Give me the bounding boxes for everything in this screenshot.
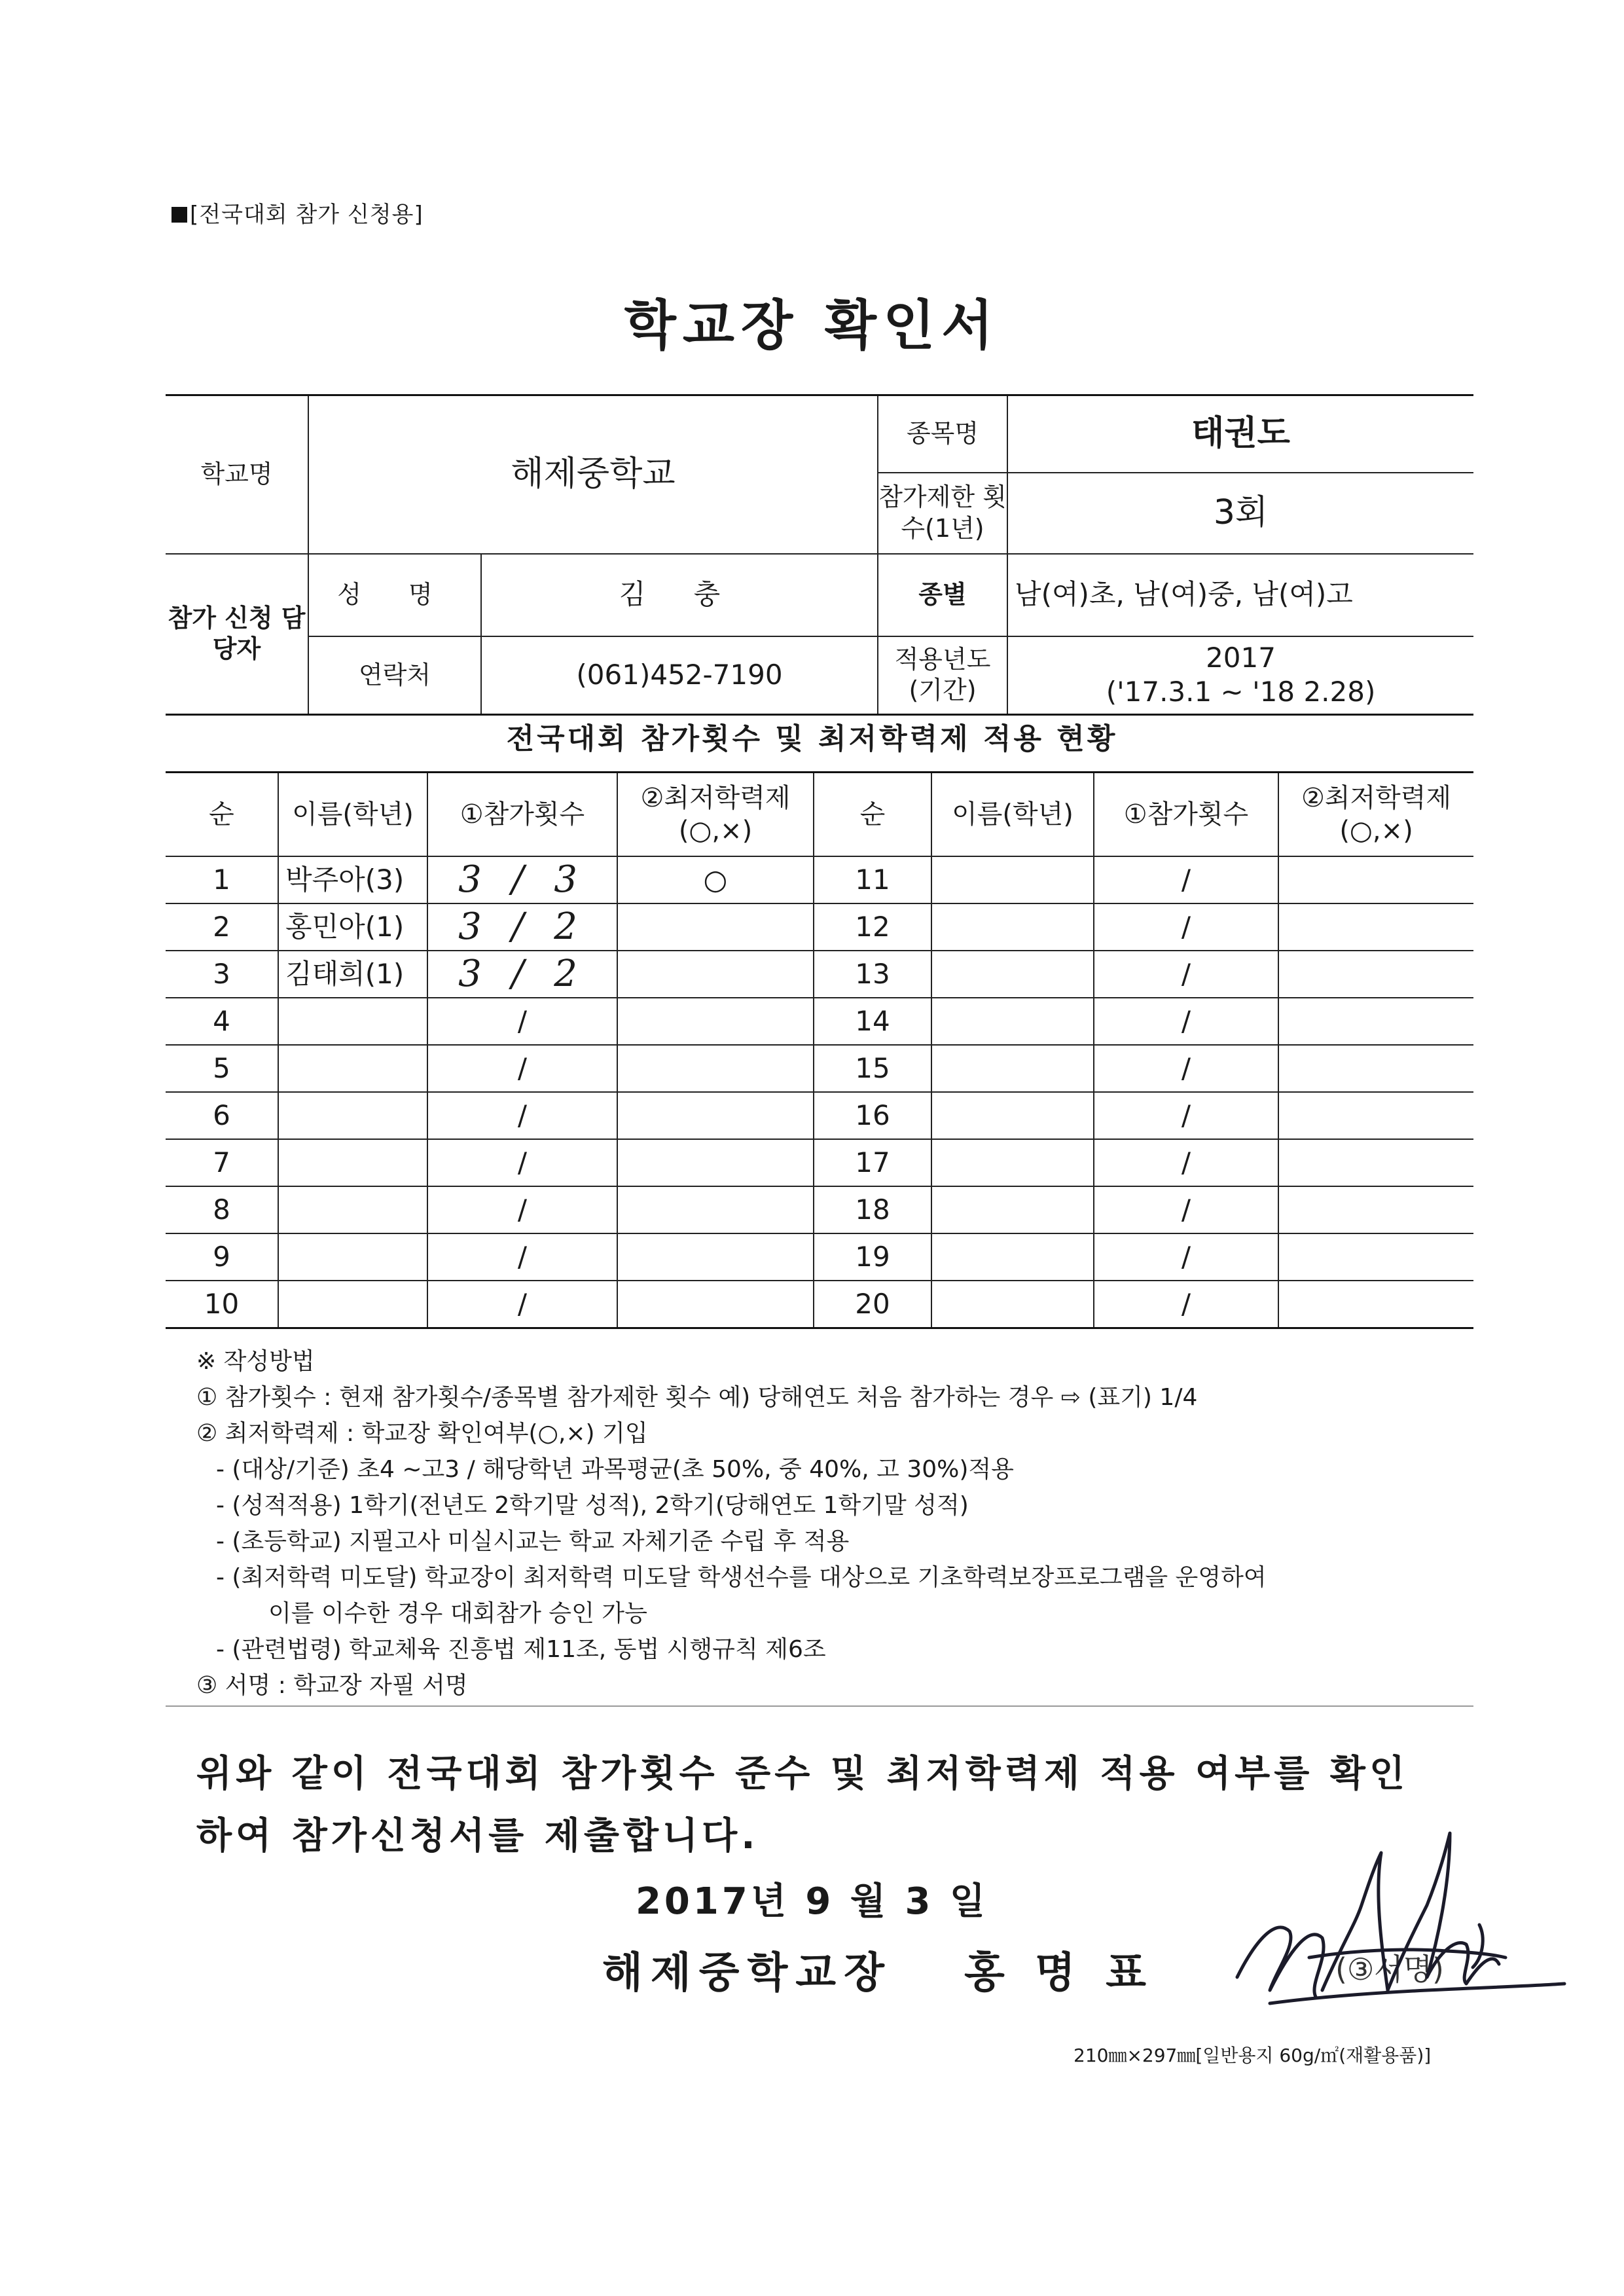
declaration-line-2: 하여 참가신청서를 제출합니다. — [196, 1815, 759, 1857]
applicant-name-label: 성 명 — [308, 554, 481, 636]
student-name — [278, 1281, 427, 1328]
row-number: 7 — [166, 1139, 278, 1186]
handwritten-signature — [1231, 1827, 1571, 2049]
row-number: 4 — [166, 998, 278, 1045]
note-item-1: ① 참가횟수 : 현재 참가횟수/종목별 참가제한 횟수 예) 당해연도 처음 참가하는 경우 ⇨ (표기) 1/4 — [196, 1384, 1198, 1411]
participation-count: / — [1094, 1186, 1278, 1233]
roster-table — [166, 771, 1473, 1329]
row-number: 11 — [814, 856, 931, 903]
note-sub-4b: 이를 이수한 경우 대회참가 승인 가능 — [268, 1600, 647, 1627]
academic-check — [617, 1233, 814, 1281]
table-row — [166, 998, 1473, 1045]
participation-count: 3 / 2 — [427, 951, 617, 998]
event-label: 종목명 — [878, 395, 1007, 473]
participation-count: / — [1094, 998, 1278, 1045]
student-name — [931, 998, 1094, 1045]
student-name — [931, 1281, 1094, 1328]
student-name — [931, 1139, 1094, 1186]
row-number: 20 — [814, 1281, 931, 1328]
academic-check — [617, 1186, 814, 1233]
participation-count: / — [1094, 1139, 1278, 1186]
year-label: 적용년도 (기간) — [878, 636, 1007, 715]
academic-check: ○ — [617, 856, 814, 903]
note-sub-3: - (초등학교) 지필고사 미실시교는 학교 자체기준 수립 후 적용 — [216, 1528, 850, 1555]
header-no: 순 — [814, 773, 931, 857]
signer-name: 홍 명 표 — [964, 1949, 1154, 1997]
academic-check — [1278, 1139, 1473, 1186]
header-academic: ②최저학력제 (○,×) — [617, 773, 814, 857]
roster-header-row — [166, 773, 1473, 857]
academic-check — [1278, 1092, 1473, 1139]
school-name-value: 해제중학교 — [308, 395, 878, 554]
note-sub-2: - (성적적용) 1학기(전년도 2학기말 성적), 2학기(당해연도 1학기말 성적) — [216, 1492, 969, 1519]
academic-check — [617, 998, 814, 1045]
row-number: 9 — [166, 1233, 278, 1281]
contact-value: (061)452-7190 — [481, 636, 878, 715]
divider — [166, 1705, 1473, 1707]
status-title: 전국대회 참가횟수 및 최저학력제 적용 현황 — [506, 722, 1118, 756]
signing-date: 2017년 9 월 3 일 — [635, 1880, 989, 1923]
academic-check — [617, 1045, 814, 1092]
note-sub-4: - (최저학력 미도달) 학교장이 최저학력 미도달 학생선수를 대상으로 기초학력보장프로그램을 운영하여 — [216, 1564, 1267, 1591]
row-number: 8 — [166, 1186, 278, 1233]
participation-count: / — [427, 1139, 617, 1186]
row-number: 19 — [814, 1233, 931, 1281]
row-number: 5 — [166, 1045, 278, 1092]
participation-count: / — [1094, 1045, 1278, 1092]
student-name — [931, 903, 1094, 951]
participation-count: 3 / 2 — [427, 903, 617, 951]
academic-check — [1278, 856, 1473, 903]
table-row — [166, 856, 1473, 903]
gender-value: 남(여)초, 남(여)중, 남(여)고 — [1007, 554, 1473, 636]
academic-check — [617, 1092, 814, 1139]
page-title: 학교장 확인서 — [624, 295, 1000, 357]
limit-value: 3회 — [1007, 473, 1473, 554]
academic-check — [1278, 998, 1473, 1045]
student-name: 박주아(3) — [278, 856, 427, 903]
participation-count: / — [1094, 951, 1278, 998]
signature-placeholder: (③서명) — [1335, 1952, 1445, 1987]
row-number: 18 — [814, 1186, 931, 1233]
participation-count: / — [427, 1233, 617, 1281]
row-number: 17 — [814, 1139, 931, 1186]
participation-count: / — [1094, 903, 1278, 951]
participation-count: 3 / 3 — [427, 856, 617, 903]
event-value: 태권도 — [1007, 395, 1473, 473]
note-sub-5: - (관련법령) 학교체육 진흥법 제11조, 동법 시행규칙 제6조 — [216, 1636, 826, 1663]
table-row — [166, 1281, 1473, 1328]
header-no: 순 — [166, 773, 278, 857]
notes-heading: ※ 작성방법 — [196, 1348, 315, 1375]
participation-count: / — [1094, 1281, 1278, 1328]
year-value: 2017 — [1206, 641, 1276, 674]
row-number: 16 — [814, 1092, 931, 1139]
signer — [602, 1939, 1154, 1999]
row-number: 3 — [166, 951, 278, 998]
student-name — [278, 1045, 427, 1092]
student-name — [278, 1139, 427, 1186]
row-number: 12 — [814, 903, 931, 951]
row-number: 1 — [166, 856, 278, 903]
form-type-label — [171, 196, 424, 228]
student-name — [931, 1233, 1094, 1281]
header-name: 이름(학년) — [278, 773, 427, 857]
table-row — [166, 1186, 1473, 1233]
note-item-2: ② 최저학력제 : 학교장 확인여부(○,×) 기입 — [196, 1420, 648, 1447]
academic-check — [617, 951, 814, 998]
student-name: 김태희(1) — [278, 951, 427, 998]
academic-check — [1278, 1045, 1473, 1092]
gender-label: 종별 — [878, 554, 1007, 636]
table-row — [166, 1092, 1473, 1139]
row-number: 6 — [166, 1092, 278, 1139]
row-number: 15 — [814, 1045, 931, 1092]
header-academic: ②최저학력제 (○,×) — [1278, 773, 1473, 857]
declaration-line-1: 위와 같이 전국대회 참가횟수 준수 및 최저학력제 적용 여부를 확인 — [196, 1753, 1409, 1795]
student-name — [278, 1186, 427, 1233]
student-name — [278, 1092, 427, 1139]
participation-count: / — [427, 1045, 617, 1092]
declaration — [196, 1743, 1409, 1867]
academic-check — [1278, 1281, 1473, 1328]
header-name: 이름(학년) — [931, 773, 1094, 857]
participation-count: / — [427, 998, 617, 1045]
academic-check — [617, 1281, 814, 1328]
student-name — [278, 998, 427, 1045]
square-bullet-icon — [171, 207, 187, 223]
participation-count: / — [1094, 1233, 1278, 1281]
academic-check — [1278, 1186, 1473, 1233]
header-count: ①참가횟수 — [1094, 773, 1278, 857]
school-name-label: 학교명 — [166, 395, 308, 554]
participation-count: / — [1094, 856, 1278, 903]
academic-check — [1278, 903, 1473, 951]
table-row — [166, 903, 1473, 951]
student-name — [278, 1233, 427, 1281]
row-number: 2 — [166, 903, 278, 951]
participation-count: / — [1094, 1092, 1278, 1139]
note-item-3: ③ 서명 : 학교장 자필 서명 — [196, 1672, 468, 1699]
paper-spec: 210㎜×297㎜[일반용지 60g/㎡(재활용품)] — [1074, 2045, 1432, 2066]
row-number: 14 — [814, 998, 931, 1045]
participation-count: / — [427, 1186, 617, 1233]
academic-check — [617, 1139, 814, 1186]
year-cell — [1007, 636, 1473, 715]
student-name — [931, 1186, 1094, 1233]
student-name — [931, 856, 1094, 903]
table-row — [166, 951, 1473, 998]
applicant-name-value: 김 충 — [481, 554, 878, 636]
table-row — [166, 1045, 1473, 1092]
header-count: ①참가횟수 — [427, 773, 617, 857]
form-type-text: [전국대회 참가 신청용] — [190, 202, 424, 228]
academic-check — [617, 903, 814, 951]
row-number: 13 — [814, 951, 931, 998]
signer-title: 해제중학교장 — [602, 1949, 892, 1997]
instructions — [196, 1343, 1267, 1704]
row-number: 10 — [166, 1281, 278, 1328]
student-name — [931, 951, 1094, 998]
academic-check — [1278, 1233, 1473, 1281]
limit-label: 참가제한 횟수(1년) — [878, 473, 1007, 554]
applicant-label: 참가 신청 담당자 — [166, 554, 308, 715]
table-row — [166, 1233, 1473, 1281]
period-value: ('17.3.1 ~ '18 2.28) — [1106, 676, 1376, 708]
student-name: 홍민아(1) — [278, 903, 427, 951]
note-sub-1: - (대상/기준) 초4 ~고3 / 해당학년 과목평균(초 50%, 중 40%, 고 30%)적용 — [216, 1456, 1014, 1483]
student-name — [931, 1045, 1094, 1092]
contact-label: 연락처 — [308, 636, 481, 715]
school-info-table — [166, 394, 1473, 716]
student-name — [931, 1092, 1094, 1139]
participation-count: / — [427, 1092, 617, 1139]
table-row — [166, 1139, 1473, 1186]
academic-check — [1278, 951, 1473, 998]
participation-count: / — [427, 1281, 617, 1328]
